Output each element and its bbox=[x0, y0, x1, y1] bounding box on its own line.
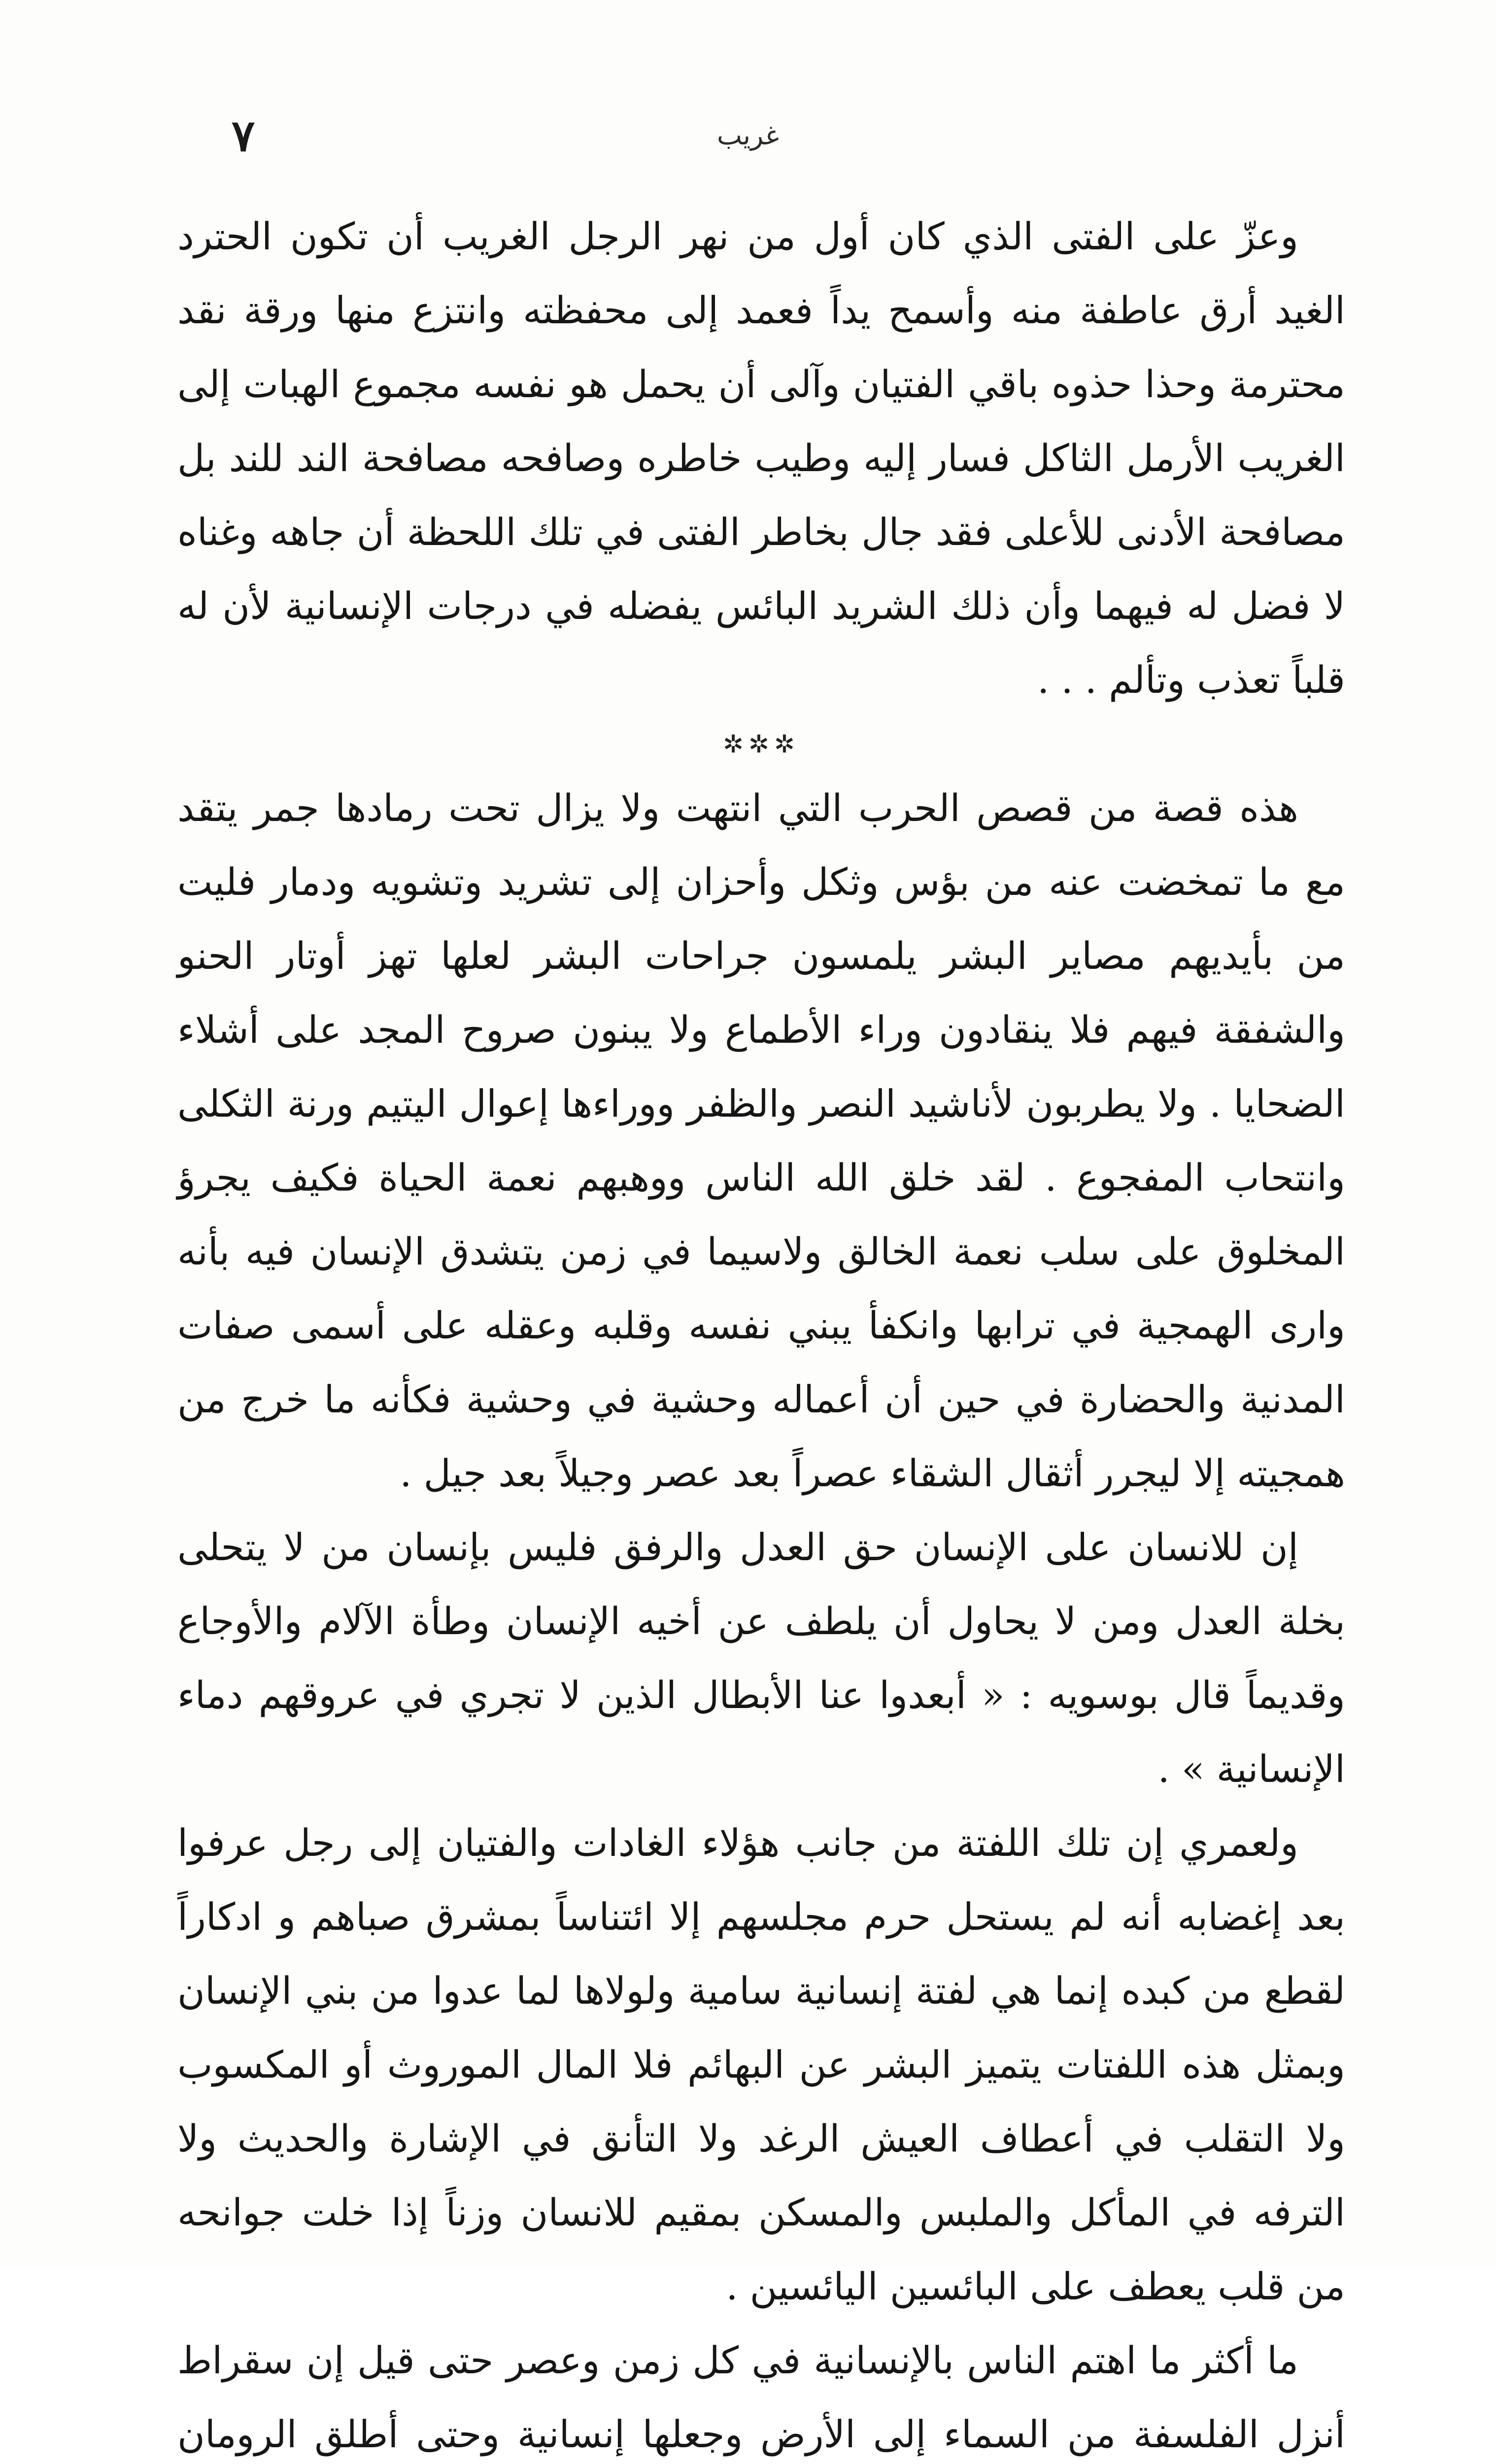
running-title: غريب bbox=[716, 120, 780, 151]
paragraph-3: إن للانسان على الإنسان حق العدل والرفق فليس بإنسان من لا يتحلى بخلة العدل ومن لا يحاول أن يلطف عن أخيه الإنسان وطأة الآلام والأوجاع وقديماً قال بوسويه : « أبعدوا عنا الأبطال الذين لا تجري في عروقهم دماء الإنسانية » . bbox=[177, 1525, 1345, 1791]
paragraph-2: هذه قصة من قصص الحرب التي انتهت ولا يزال تحت رمادها جمر يتقد مع ما تمخضت عنه من بؤس وثكل وأحزان إلى تشريد وتشويه ودمار فليت من بأيديهم مصاير البشر يلمسون جراحات البشر لعلها تهز أوتار الحنو والشفقة فيهم فلا ينقادون وراء الأطماع ولا يبنون صروح المجد على أشلاء الضحايا . ولا يطربون لأناشيد النصر والظفر ووراءها إعوال اليتيم ورنة الثكلى وانتحاب المفجوع . لقد خلق الله الناس ووهبهم نعمة الحياة فكيف يجرؤ المخلوق على سلب نعمة الخالق ولاسيما في زمن يتشدق الإنسان فيه بأنه وارى الهمجية في ترابها وانكفأ يبني نفسه وقلبه وعقله على أسمى صفات المدنية والحضارة في حين أن أعماله وحشية في وحشية فكأنه ما خرج من همجيته إلا ليجرر أثقال الشقاء عصراً بعد عصر وجيلاً بعد جيل . bbox=[177, 786, 1345, 1495]
paragraph-5: ما أكثر ما اهتم الناس بالإنسانية في كل زمن وعصر حتى قيل إن سقراط أنزل الفلسفة من السماء إلى الأرض وجعلها إنسانية وحتى أطلق الرومان bbox=[177, 2338, 1345, 2456]
body-text bbox=[177, 200, 1345, 2464]
paragraph-1: وعزّ على الفتى الذي كان أول من نهر الرجل الغريب أن تكون الحترد الغيد أرق عاطفة منه وأسمح يداً فعمد إلى محفظته وانتزع منها ورقة نقد محترمة وحذا حذوه باقي الفتيان وآلى أن يحمل هو نفسه مجموع الهبات إلى الغريب الأرمل الثاكل فسار إليه وطيب خاطره وصافحه مصافحة الند للند بل مصافحة الأدنى للأعلى فقد جال بخاطر الفتى في تلك اللحظة أن جاهه وغناه لا فضل له فيهما وأن ذلك الشريد البائس يفضله في درجات الإنسانية لأن له قلباً تعذب وتألم . . . bbox=[177, 214, 1345, 702]
page-header bbox=[177, 110, 1319, 161]
page-number: ٧ bbox=[232, 110, 255, 161]
section-separator-icon: ✲✲✲ bbox=[723, 730, 800, 758]
paragraph-4: ولعمري إن تلك اللفتة من جانب هؤلاء الغادات والفتيان إلى رجل عرفوا بعد إغضابه أنه لم يستحل حرم مجلسهم إلا ائتناساً بمشرق صباهم و ادكاراً لقطع من كبده إنما هي لفتة إنسانية سامية ولولاها لما عدوا من بني الإنسان وبمثل هذه اللفتات يتميز البشر عن البهائم فلا المال الموروث أو المكسوب ولا التقلب في أعطاف العيش الرغد ولا التأنق في الإشارة والحديث ولا الترفه في المأكل والملبس والمسكن بمقيم للانسان وزناً إذا خلت جوانحه من قلب يعطف على البائسين اليائسين . bbox=[177, 1821, 1345, 2308]
